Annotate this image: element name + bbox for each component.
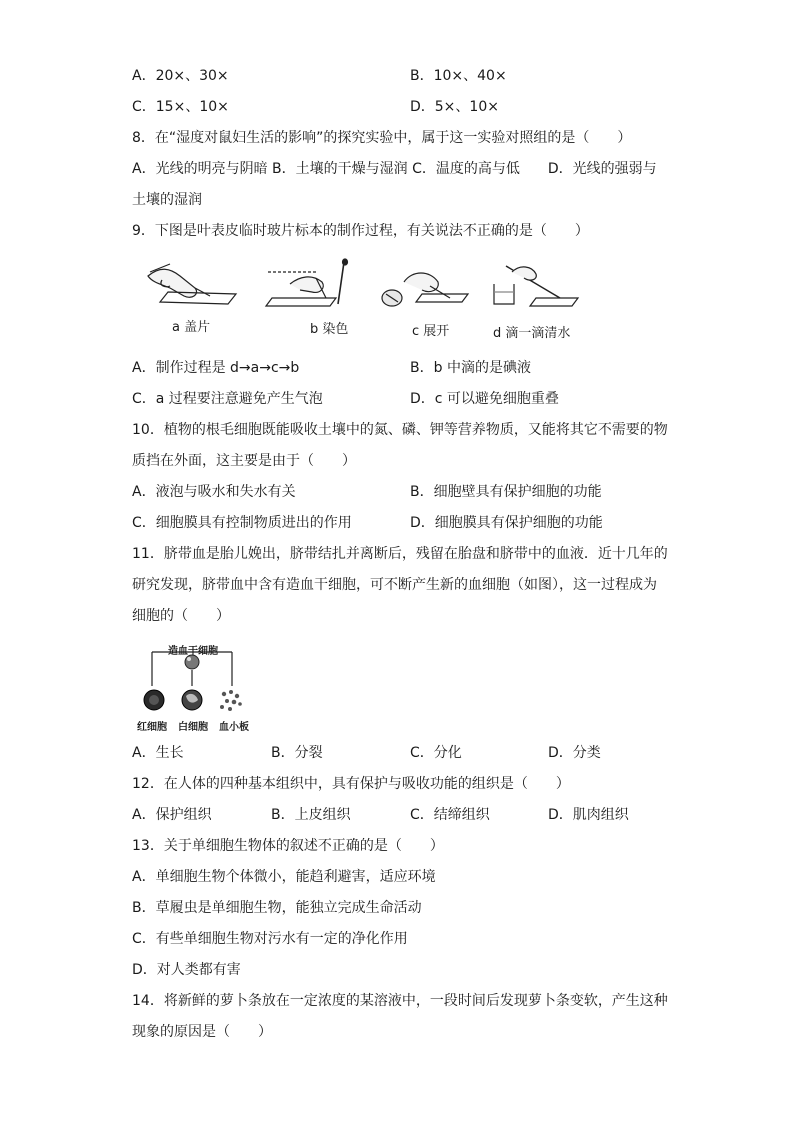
step-c-drawing [382, 273, 468, 306]
fig-label-d: d 滴一滴清水 [493, 326, 571, 341]
q10-option-b: B．细胞壁具有保护细胞的功能 [410, 484, 602, 500]
stem-cell-label: 造血干细胞 [168, 646, 218, 657]
q11-option-b: B．分裂 [271, 745, 323, 761]
fig-label-b: b 染色 [310, 322, 349, 337]
q8-stem: 8．在“湿度对鼠妇生活的影响”的探究实验中，属于这一实验对照组的是（ ） [132, 130, 632, 146]
platelet-icon [220, 690, 242, 711]
q10-stem: 10．植物的根毛细胞既能吸收土壤中的氮、磷、钾等营养物质，又能将其它不需要的物 [132, 422, 668, 438]
fig-label-a: a 盖片 [172, 320, 211, 335]
q9-option-b: B．b 中滴的是碘液 [410, 360, 531, 376]
platelet-label: 血小板 [219, 722, 249, 733]
slide-preparation-figure [140, 258, 580, 318]
q12-option-a: A．保护组织 [132, 807, 212, 823]
q9-stem: 9．下图是叶表皮临时玻片标本的制作过程，有关说法不正确的是（ ） [132, 223, 589, 239]
q9-option-d: D．c 可以避免细胞重叠 [410, 391, 559, 407]
fig-label-c: c 展开 [412, 324, 450, 339]
q13-option-d: D．对人类都有害 [132, 962, 241, 978]
q7-option-a: A．20×、30× [132, 68, 229, 84]
q7-option-d: D．5×、10× [410, 99, 499, 115]
q12-option-c: C．结缔组织 [410, 807, 490, 823]
q8-options-cont: 土壤的湿润 [132, 192, 202, 208]
q11-stem: 11．脐带血是胎儿娩出，脐带结扎并离断后，残留在胎盘和脐带中的血液．近十几年的 [132, 546, 668, 562]
q7-option-c: C．15×、10× [132, 99, 229, 115]
q11-option-a: A．生长 [132, 745, 184, 761]
q13-stem: 13．关于单细胞生物体的叙述不正确的是（ ） [132, 838, 444, 854]
q11-option-c: C．分化 [410, 745, 462, 761]
q9-option-a: A．制作过程是 d→a→c→b [132, 360, 300, 376]
q10-option-d: D．细胞膜具有保护细胞的功能 [410, 515, 603, 531]
q10-option-c: C．细胞膜具有控制物质进出的作用 [132, 515, 352, 531]
q11-option-d: D．分类 [548, 745, 601, 761]
q13-option-b: B．草履虫是单细胞生物，能独立完成生命活动 [132, 900, 422, 916]
q8-options: A．光线的明亮与阴暗 B．土壤的干燥与湿润 C．温度的高与低 D．光线的强弱与 [132, 161, 657, 177]
q7-option-b: B．10×、40× [410, 68, 507, 84]
q11-stem-cont2: 细胞的（ ） [132, 608, 230, 624]
q11-stem-cont: 研究发现，脐带血中含有造血干细胞，可不断产生新的血细胞（如图），这一过程成为 [132, 577, 657, 593]
white-blood-cell-label: 白细胞 [178, 722, 208, 733]
red-blood-cell-label: 红细胞 [137, 722, 167, 733]
q10-stem-cont: 质挡在外面，这主要是由于（ ） [132, 453, 356, 469]
q13-option-a: A．单细胞生物个体微小，能趋利避害，适应环境 [132, 869, 436, 885]
q12-stem: 12．在人体的四种基本组织中，具有保护与吸收功能的组织是（ ） [132, 776, 570, 792]
q14-stem: 14．将新鲜的萝卜条放在一定浓度的某溶液中，一段时间后发现萝卜条变软，产生这种 [132, 993, 668, 1009]
stem-cell-icon [185, 655, 199, 669]
step-d-drawing [494, 266, 578, 306]
q12-option-b: B．上皮组织 [271, 807, 351, 823]
q14-stem-cont: 现象的原因是（ ） [132, 1024, 272, 1040]
step-b-drawing [266, 259, 348, 306]
q13-option-c: C．有些单细胞生物对污水有一定的净化作用 [132, 931, 408, 947]
q9-option-c: C．a 过程要注意避免产生气泡 [132, 391, 323, 407]
q12-option-d: D．肌肉组织 [548, 807, 629, 823]
q10-option-a: A．液泡与吸水和失水有关 [132, 484, 296, 500]
step-a-drawing [148, 264, 236, 304]
